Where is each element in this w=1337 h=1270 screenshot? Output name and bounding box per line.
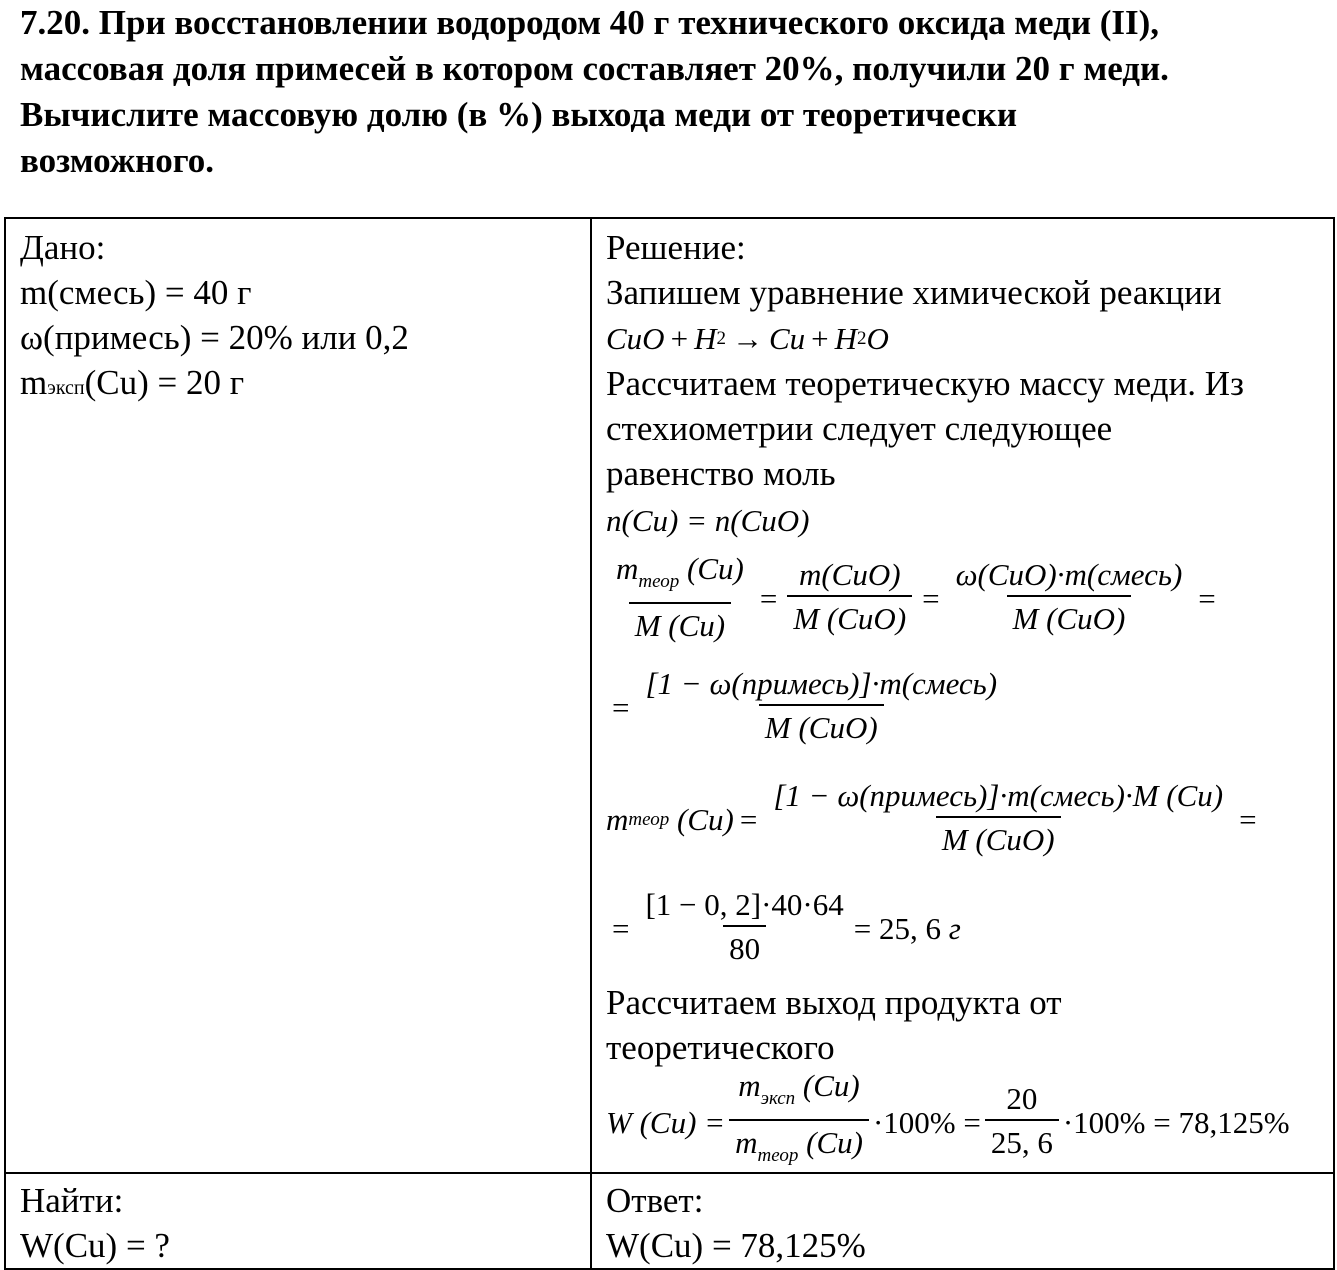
cu-paren-3: (Cu)	[802, 1068, 860, 1103]
solution-text-2b: стехиометрии следует следующее	[606, 409, 1113, 448]
frac-20-over-25-6	[985, 1079, 1059, 1165]
teor-sub: теор	[638, 570, 680, 592]
solution-text-2a: Рассчитаем теоретическую массу меди. Из	[606, 364, 1244, 403]
m-symbol-3: m	[738, 1068, 761, 1103]
molar-mass-cuo-4: M (CuO)	[936, 816, 1061, 862]
problem-line-1: 7.20. При восстановлении водородом 40 г технического оксида меди (II),	[20, 3, 1160, 42]
answer-cell	[591, 1173, 1334, 1269]
molar-mass-cuo-2: M (CuO)	[1007, 595, 1132, 641]
teor-sub-3: теор	[757, 1145, 799, 1166]
solution-table	[4, 217, 1335, 1270]
reaction-equation: CuO + H 2 → Cu + H 2 O	[606, 315, 1333, 361]
given-mixture-mass: m(смесь) = 40 г	[20, 273, 252, 312]
cu-paren-4: (Cu)	[806, 1125, 863, 1160]
times-100: ·100% =	[872, 1104, 981, 1140]
find-target: W(Cu) = ?	[20, 1226, 170, 1265]
calc-denominator: 80	[723, 925, 766, 971]
calc-unit: г	[948, 910, 961, 946]
given-header: Дано:	[20, 228, 106, 267]
problem-line-3: Вычислите массовую долю (в %) выхода меди от теоретически	[20, 95, 1017, 134]
m-symbol: m	[616, 550, 639, 586]
solution-cell	[591, 218, 1334, 1173]
molar-mass-cuo-3: M (CuO)	[759, 704, 884, 750]
yield-result: ·100% = 78,125%	[1062, 1104, 1290, 1140]
given-cu-mass: (Cu) = 20 г	[84, 363, 245, 402]
answer-value: W(Cu) = 78,125%	[606, 1226, 866, 1265]
product-o: O	[866, 320, 889, 356]
frac-impurity	[639, 664, 1003, 750]
m-symbol-2: m	[606, 801, 629, 837]
mass-cuo: m(CuO)	[798, 557, 901, 592]
reactant-cuo: CuO	[606, 320, 665, 356]
given-cell	[5, 218, 591, 1173]
cu-paren: (Cu)	[687, 550, 744, 586]
reactant-h-sub: 2	[716, 327, 726, 349]
given-eksp-sub: эксп	[47, 377, 85, 399]
yield-numerator: 20	[1006, 1081, 1038, 1116]
one-minus-omega: [1 − ω(примесь)]·m(смесь)	[645, 666, 998, 701]
given-impurity-fraction: ω(примесь) = 20% или 0,2	[20, 318, 409, 357]
find-header: Найти:	[20, 1181, 124, 1220]
given-experimental-mass	[20, 360, 590, 411]
equation-m-teor: m теор (Cu) = $\frac{\text{[1 − ω(примесь)]·m(смесь)·M (Cu)}}{\text{M (CuO)}}$ =	[606, 764, 1333, 874]
m-symbol-4: m	[735, 1125, 758, 1160]
calc-numerator: [1 − 0, 2]·40·64	[645, 887, 844, 922]
equation-ratio: $\frac{m_{теор} (Cu)}{M (Cu)}$ = $\frac{\text{m(CuO)}}{\text{M (CuO)}}$ = $\frac{\text{ω(CuO)·m(смесь)}}{\text{M (CuO)}}$ =	[606, 546, 1333, 650]
equation-impurity: = $\frac{\text{[1 − ω(примесь)]·m(смесь)}}{\text{M (CuO)}}$	[606, 652, 1333, 762]
mole-equality: n(Cu) = n(CuO)	[606, 502, 810, 538]
problem-line-4: возможного.	[20, 141, 215, 180]
problem-line-2: массовая доля примесей в котором составляет 20%, получили 20 г меди.	[20, 49, 1169, 88]
answer-header: Ответ:	[606, 1181, 704, 1220]
molar-mass-cuo: M (CuO)	[787, 595, 912, 641]
solution-text-2c: равенство моль	[606, 454, 836, 493]
yield-denominator: 25, 6	[985, 1119, 1059, 1165]
solution-text-reaction: Запишем уравнение химической реакции	[606, 273, 1222, 312]
product-h-sub: 2	[857, 327, 867, 349]
frac-m-teor-full	[767, 776, 1229, 862]
frac-calc	[639, 885, 849, 971]
eksp-sub: эксп	[760, 1088, 796, 1109]
product-cu: Cu	[768, 320, 806, 356]
product-h: H	[834, 320, 858, 356]
problem-statement	[20, 0, 1320, 184]
one-minus-omega-M: [1 − ω(примесь)]·m(смесь)·M (Cu)	[773, 778, 1224, 813]
omega-cuo-mass-mix: ω(CuO)·m(смесь)	[955, 557, 1183, 592]
reactant-h: H	[694, 320, 717, 356]
given-m: m	[20, 363, 48, 402]
calc-result: = 25, 6	[853, 910, 941, 946]
equation-calc: = $\frac{[1 - 0, 2]\cdot 40\cdot 64}{80}$ = 25, 6 г	[606, 876, 1333, 980]
yield-lhs: W (Cu) =	[606, 1104, 726, 1140]
find-cell	[5, 1173, 591, 1269]
cu-paren-2: (Cu)	[677, 801, 734, 837]
frac-m-teor-over-M-cu	[610, 549, 750, 648]
molar-mass-cu: M (Cu)	[629, 602, 731, 648]
solution-text-3b: теоретического	[606, 1028, 835, 1067]
solution-text-3a: Рассчитаем выход продукта от	[606, 983, 1062, 1022]
frac-omega-over-M-cuo	[950, 555, 1189, 641]
frac-m-cuo-over-M-cuo	[787, 555, 912, 641]
teor-sub-2: теор	[628, 808, 670, 830]
solution-header: Решение:	[606, 228, 746, 267]
frac-m-eksp-over-m-teor	[729, 1066, 869, 1178]
equation-yield	[606, 1068, 1333, 1172]
